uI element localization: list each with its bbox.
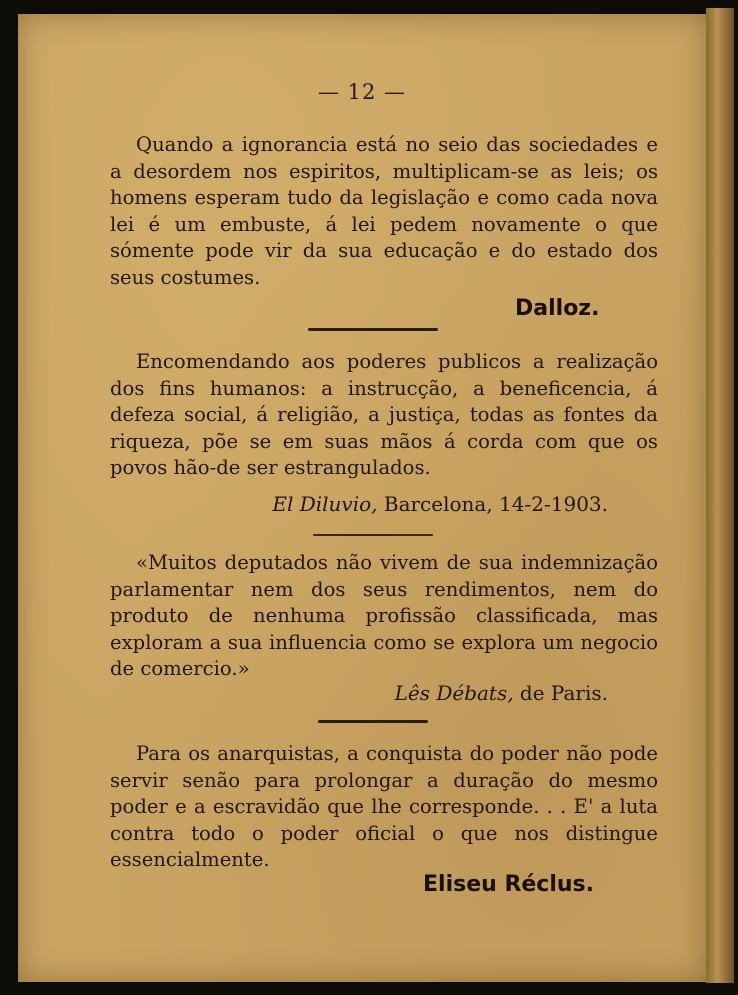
paragraph-2 xyxy=(110,349,658,482)
attribution-eliseu-reclus: Eliseu Réclus. xyxy=(423,872,595,897)
book-spine xyxy=(706,8,734,983)
paragraph-3 xyxy=(110,550,658,683)
source-el-diluvio: El Diluvio, xyxy=(272,492,378,516)
document-page xyxy=(18,14,706,982)
attribution-el-diluvio xyxy=(272,492,608,516)
paragraph-1 xyxy=(110,132,658,291)
paragraph-3-text: «Muitos deputados não vivem de sua indemnização parlamentar nem dos seus rendimentos, nem do produto de nenhuma profissão classificada, mas exploram a sua influencia como se explora um negocio de comercio.» xyxy=(110,551,658,680)
paragraph-4 xyxy=(110,741,658,874)
paragraph-2-text: Encomendando aos poderes publicos a realização dos fins humanos: a instrucção, a beneficencia, á defeza social, á religião, a justiça, todas as fontes da riqueza, põe se em suas mãos á corda com que os povos hão-de ser estrangulados. xyxy=(110,350,658,479)
separator-rule-1 xyxy=(308,328,438,331)
source-les-debats-place: de Paris. xyxy=(513,681,608,705)
separator-rule-2 xyxy=(313,534,433,536)
source-el-diluvio-place-date: Barcelona, 14-2-1903. xyxy=(377,492,608,516)
attribution-dalloz: Dalloz. xyxy=(515,296,600,321)
paragraph-1-text: Quando a ignorancia está no seio das sociedades e a desordem nos espiritos, multiplicam-se as leis; os homens esperam tudo da legislação e como cada nova lei é um embuste, á lei pedem novamente o que sómente pode vir da sua educação e do estado dos seus costumes. xyxy=(110,133,658,289)
source-les-debats: Lês Débats, xyxy=(394,681,514,705)
separator-rule-3 xyxy=(318,720,428,723)
page-number: — 12 — xyxy=(317,80,407,104)
paragraph-4-text: Para os anarquistas, a conquista do poder não pode servir senão para prolongar a duração do mesmo poder e a escravidão que lhe corresponde. . . E' a luta contra todo o poder oficial o que nos distingue essencialmente. xyxy=(110,742,658,871)
attribution-les-debats xyxy=(395,681,608,705)
